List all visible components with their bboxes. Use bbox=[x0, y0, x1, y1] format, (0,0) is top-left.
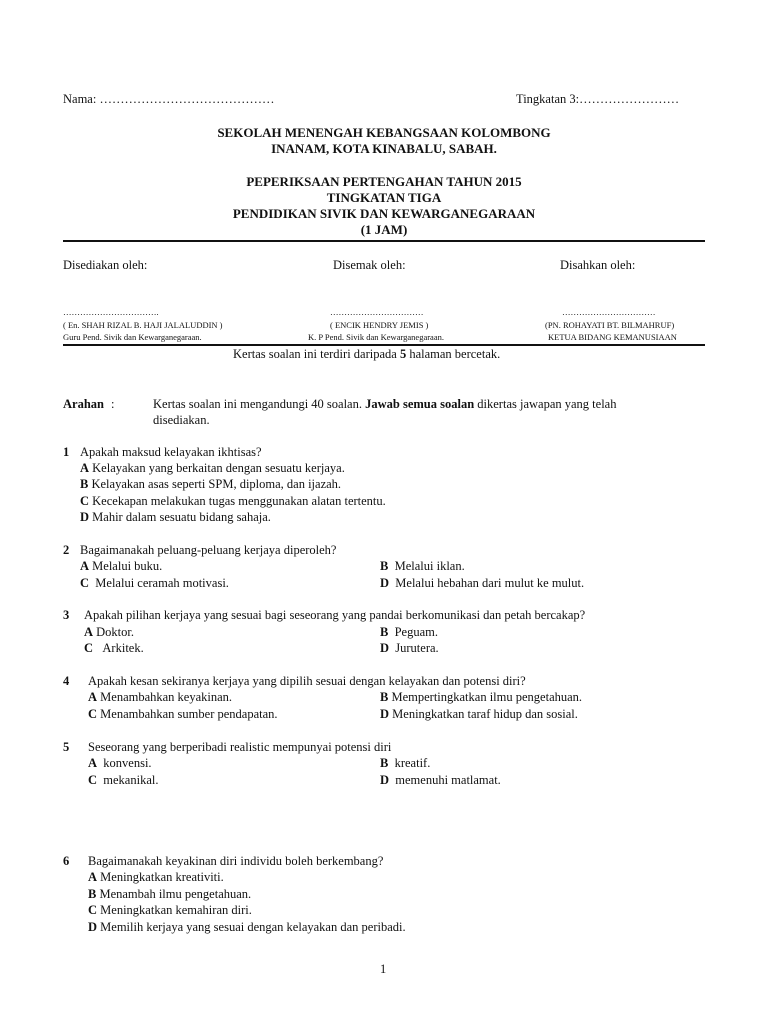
approved-by-role: KETUA BIDANG KEMANUSIAAN bbox=[548, 332, 677, 342]
form-field-label: Tingkatan 3:…………………… bbox=[516, 92, 680, 106]
instructions-colon: : bbox=[111, 397, 115, 411]
exam-duration: (1 JAM) bbox=[360, 222, 408, 237]
option-b[interactable]: B Menambah ilmu pengetahuan. bbox=[88, 887, 252, 901]
option-c[interactable]: C Arkitek. bbox=[84, 641, 144, 655]
option-b[interactable]: B Kelayakan asas seperti SPM, diploma, dan ijazah. bbox=[80, 477, 342, 491]
question-number: 3 bbox=[63, 608, 70, 622]
checked-by-name: ( ENCIK HENDRY JEMIS ) bbox=[330, 320, 429, 330]
option-a[interactable]: A Menambahkan keyakinan. bbox=[88, 690, 233, 704]
option-c[interactable]: C Kecekapan melakukan tugas menggunakan alatan tertentu. bbox=[80, 494, 386, 508]
exam-title: PEPERIKSAAN PERTENGAHAN TAHUN 2015 bbox=[246, 174, 522, 189]
question-text: Bagaimanakah keyakinan diri individu boleh berkembang? bbox=[88, 854, 384, 868]
exam-form: TINGKATAN TIGA bbox=[326, 190, 442, 205]
option-b[interactable]: B kreatif. bbox=[380, 756, 431, 770]
name-field-label: Nama: …………………………………… bbox=[63, 92, 275, 106]
question-number: 2 bbox=[63, 543, 70, 557]
prepared-by-role: Guru Pend. Sivik dan Kewarganegaraan. bbox=[63, 332, 202, 342]
prepared-by-name: ( En. SHAH RIZAL B. HAJI JALALUDDIN ) bbox=[63, 320, 223, 330]
option-a[interactable]: A Kelayakan yang berkaitan dengan sesuatu kerjaya. bbox=[80, 461, 345, 475]
option-c[interactable]: C Melalui ceramah motivasi. bbox=[80, 576, 229, 590]
question-number: 1 bbox=[63, 445, 70, 459]
option-d[interactable]: D Jurutera. bbox=[380, 641, 439, 655]
question-text: Apakah kesan sekiranya kerjaya yang dipilih sesuai dengan kelayakan dan potensi diri? bbox=[88, 674, 526, 688]
exam-subject: PENDIDIKAN SIVIK DAN KEWARGANEGARAAN bbox=[232, 206, 536, 221]
question-text: Bagaimanakah peluang-peluang kerjaya diperoleh? bbox=[80, 543, 337, 557]
prepared-by-label: Disediakan oleh: bbox=[63, 258, 148, 272]
instructions-text: Kertas soalan ini mengandungi 40 soalan. Jawab semua soalan dikertas jawapan yang telah bbox=[153, 397, 617, 411]
question-text: Apakah pilihan kerjaya yang sesuai bagi seseorang yang pandai berkomunikasi dan petah bercakap? bbox=[84, 608, 586, 622]
prepared-by-signature-line: ……………………………. bbox=[63, 307, 159, 317]
school-name: SEKOLAH MENENGAH KEBANGSAAN KOLOMBONG bbox=[217, 125, 551, 140]
approved-by-label: Disahkan oleh: bbox=[560, 258, 636, 272]
question-number: 6 bbox=[63, 854, 70, 868]
signature-divider bbox=[63, 344, 705, 346]
option-d[interactable]: D Mahir dalam sesuatu bidang sahaja. bbox=[80, 510, 271, 524]
option-d[interactable]: D memenuhi matlamat. bbox=[380, 773, 501, 787]
option-a[interactable]: A konvensi. bbox=[88, 756, 152, 770]
option-c[interactable]: C Menambahkan sumber pendapatan. bbox=[88, 707, 278, 721]
option-c[interactable]: C mekanikal. bbox=[88, 773, 159, 787]
option-a[interactable]: A Melalui buku. bbox=[80, 559, 163, 573]
instructions-label: Arahan bbox=[63, 397, 104, 411]
option-b[interactable]: B Mempertingkatkan ilmu pengetahuan. bbox=[380, 690, 583, 704]
option-b[interactable]: B Peguam. bbox=[380, 625, 438, 639]
option-c[interactable]: C Meningkatkan kemahiran diri. bbox=[88, 903, 252, 917]
instructions-text-line2: disediakan. bbox=[153, 413, 210, 427]
question-number: 4 bbox=[63, 674, 70, 688]
option-b[interactable]: B Melalui iklan. bbox=[380, 559, 465, 573]
approved-by-name: (PN. ROHAYATI BT. BILMAHRUF) bbox=[545, 320, 675, 330]
question-number: 5 bbox=[63, 740, 70, 754]
page-number: 1 bbox=[380, 962, 387, 976]
page-count: 5 bbox=[399, 347, 407, 361]
option-d[interactable]: D Memilih kerjaya yang sesuai dengan kelayakan dan peribadi. bbox=[88, 920, 406, 934]
question-text: Apakah maksud kelayakan ikhtisas? bbox=[80, 445, 262, 459]
checked-by-role: K. P Pend. Sivik dan Kewarganegaraan. bbox=[308, 332, 444, 342]
checked-by-label: Disemak oleh: bbox=[333, 258, 406, 272]
approved-by-signature-line: …………………………… bbox=[562, 307, 656, 317]
option-d[interactable]: D Melalui hebahan dari mulut ke mulut. bbox=[380, 576, 585, 590]
page-count-note: Kertas soalan ini terdiri daripada 5 halaman bercetak. bbox=[233, 347, 501, 361]
checked-by-signature-line: …………………………… bbox=[330, 307, 424, 317]
option-a[interactable]: A Meningkatkan kreativiti. bbox=[88, 870, 224, 884]
title-divider bbox=[63, 240, 705, 242]
question-text: Seseorang yang berperibadi realistic mempunyai potensi diri bbox=[88, 740, 392, 754]
option-a[interactable]: A Doktor. bbox=[84, 625, 135, 639]
school-address: INANAM, KOTA KINABALU, SABAH. bbox=[271, 141, 497, 156]
option-d[interactable]: D Meningkatkan taraf hidup dan sosial. bbox=[380, 707, 578, 721]
